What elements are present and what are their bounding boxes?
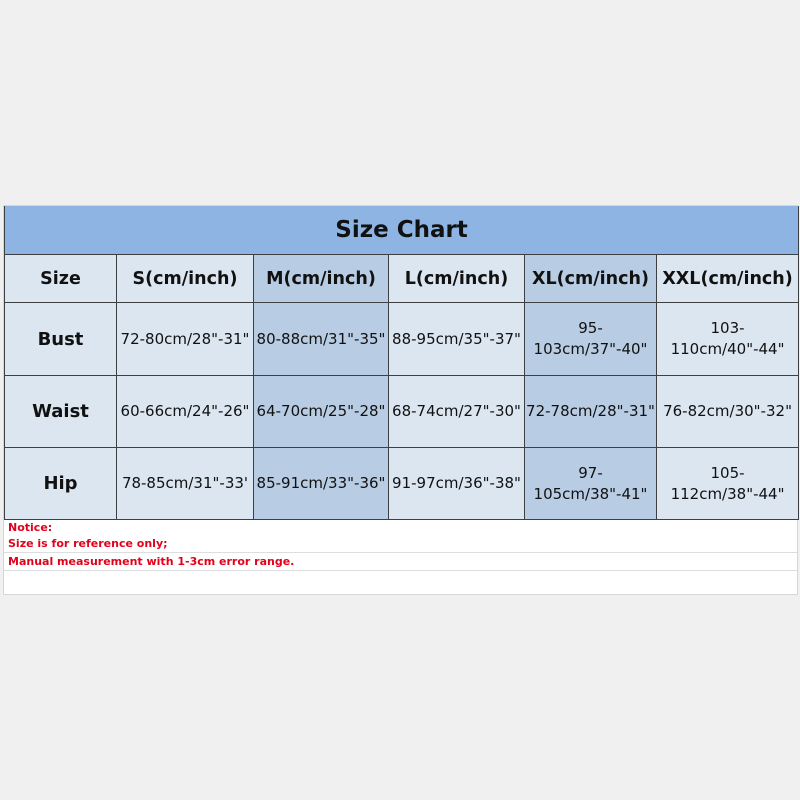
header-m: M(cm/inch) <box>254 255 389 303</box>
waist-xxl: 76-82cm/30"-32" <box>657 376 799 448</box>
header-xl: XL(cm/inch) <box>525 255 657 303</box>
bust-xxl: 103-110cm/40"-44" <box>657 303 799 376</box>
hip-xxl: 105-112cm/38"-44" <box>657 448 799 520</box>
table-row-waist <box>5 376 799 448</box>
header-l: L(cm/inch) <box>389 255 525 303</box>
waist-xl: 72-78cm/28"-31" <box>525 376 657 448</box>
notice-line-measurement: Manual measurement with 1-3cm error range. <box>4 553 797 571</box>
hip-m: 85-91cm/33"-36" <box>254 448 389 520</box>
row-label-waist: Waist <box>5 376 117 448</box>
notice-block <box>4 520 797 571</box>
bust-m: 80-88cm/31"-35" <box>254 303 389 376</box>
size-table <box>4 206 799 520</box>
waist-m: 64-70cm/25"-28" <box>254 376 389 448</box>
waist-s: 60-66cm/24"-26" <box>117 376 254 448</box>
header-size: Size <box>5 255 117 303</box>
bust-l: 88-95cm/35"-37" <box>389 303 525 376</box>
waist-l: 68-74cm/27"-30" <box>389 376 525 448</box>
row-label-bust: Bust <box>5 303 117 376</box>
notice-line-reference: Size is for reference only; <box>4 535 797 553</box>
size-chart <box>3 205 798 595</box>
notice-heading: Notice: <box>8 521 53 534</box>
header-row <box>5 255 799 303</box>
bust-s: 72-80cm/28"-31" <box>117 303 254 376</box>
header-s: S(cm/inch) <box>117 255 254 303</box>
table-row-hip <box>5 448 799 520</box>
row-label-hip: Hip <box>5 448 117 520</box>
bust-xl: 95-103cm/37"-40" <box>525 303 657 376</box>
hip-l: 91-97cm/36"-38" <box>389 448 525 520</box>
hip-xl: 97-105cm/38"-41" <box>525 448 657 520</box>
table-row-bust <box>5 303 799 376</box>
hip-s: 78-85cm/31"-33' <box>117 448 254 520</box>
chart-title: Size Chart <box>5 206 799 255</box>
header-xxl: XXL(cm/inch) <box>657 255 799 303</box>
